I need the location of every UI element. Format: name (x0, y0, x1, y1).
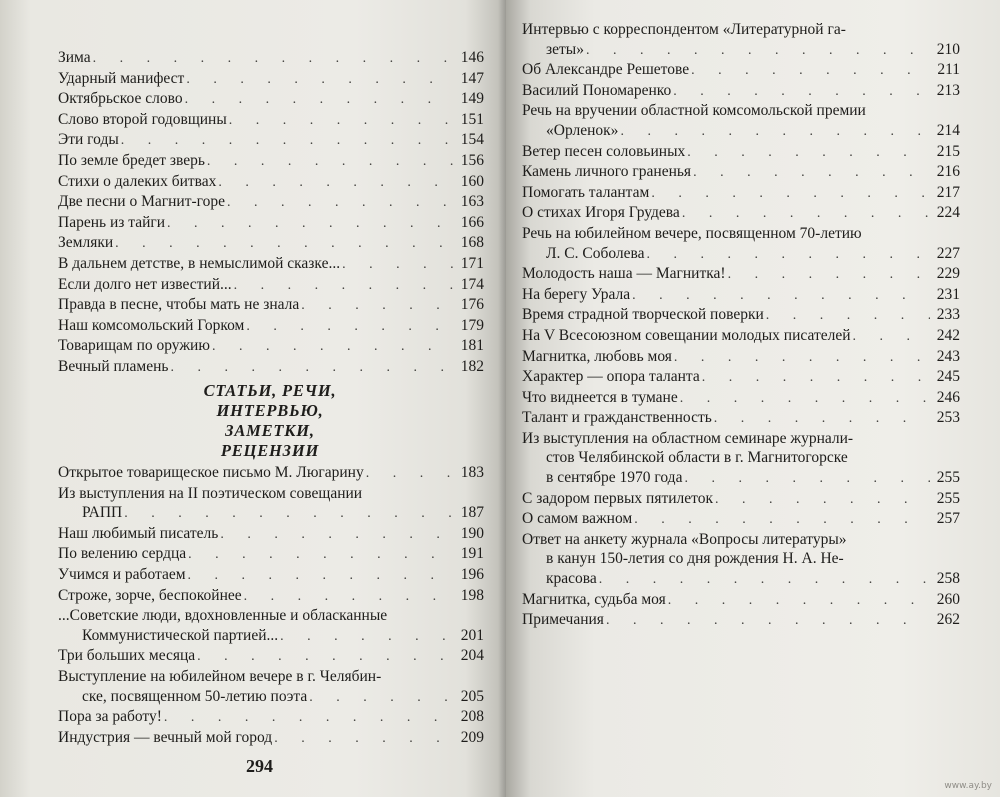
toc-row (58, 130, 484, 151)
toc-leader-dots (234, 276, 454, 296)
toc-page-number: 174 (460, 275, 484, 293)
toc-row (522, 569, 960, 590)
toc-row (58, 687, 484, 708)
toc-leader-dots (218, 173, 454, 193)
toc-entry-title: Что виднеется в тумане (522, 388, 678, 406)
toc-page-number: 227 (936, 244, 960, 262)
toc-entry (58, 275, 484, 296)
toc-entry-title: Три больших месяца (58, 647, 196, 665)
toc-leader-dots (167, 214, 454, 234)
toc-page-number: 209 (460, 728, 484, 746)
toc-entry (58, 192, 484, 213)
toc-entry-title-continued: РАПП (82, 504, 123, 522)
section-heading-line: ИНТЕРВЬЮ, (216, 401, 324, 420)
toc-page-number: 214 (936, 121, 960, 139)
toc-entry (522, 142, 960, 163)
toc-leader-dots (599, 570, 930, 590)
toc-row (58, 336, 484, 357)
toc-entry (58, 295, 484, 316)
toc-row (58, 275, 484, 296)
toc-entry-title-continued: Л. С. Соболева (546, 244, 645, 262)
section-heading-line: РЕЦЕНЗИИ (220, 441, 320, 460)
toc-entry-title: В дальнем детстве, в немыслимой сказке... (58, 254, 341, 272)
toc-row (522, 285, 960, 306)
toc-entry-title: Выступление на юбилейном вечере в г. Челябин- (58, 667, 382, 685)
toc-row (58, 463, 484, 484)
toc-page-number: 163 (460, 193, 484, 211)
toc-entry (522, 326, 960, 347)
toc-leader-dots (606, 611, 930, 631)
toc-leader-dots (220, 525, 454, 545)
toc-page-number: 176 (460, 296, 484, 314)
toc-page-number: 182 (460, 357, 484, 375)
toc-entry-title: Ветер песен соловьиных (522, 142, 686, 160)
toc-row (522, 60, 960, 81)
toc-row (58, 503, 484, 524)
toc-page-number: 255 (936, 469, 960, 487)
toc-leader-dots (693, 163, 930, 183)
toc-row (522, 81, 960, 102)
toc-page-number: 211 (937, 61, 960, 79)
toc-page-number: 166 (460, 213, 484, 231)
toc-leader-dots (680, 389, 930, 409)
toc-entry-title: Из выступления на II поэтическом совещании (58, 484, 363, 502)
toc-leader-dots (185, 90, 454, 110)
toc-page-number: 190 (460, 524, 484, 542)
toc-entry (58, 484, 484, 524)
toc-page-number: 160 (460, 172, 484, 190)
toc-entry-title: Наш комсомольский Горком (58, 316, 245, 334)
toc-entry-title: Эти годы (58, 131, 119, 149)
toc-row (58, 544, 484, 565)
toc-row (58, 728, 484, 749)
toc-page-number: 213 (936, 81, 960, 99)
toc-entry (522, 305, 960, 326)
toc-leader-dots (301, 296, 454, 316)
toc-leader-dots (212, 337, 454, 357)
toc-row (58, 586, 484, 607)
toc-page-number: 149 (460, 90, 484, 108)
toc-entry (522, 489, 960, 510)
watermark: www.ay.by (944, 781, 992, 791)
toc-leader-dots (620, 122, 930, 142)
toc-row (522, 305, 960, 326)
toc-page-number: 258 (936, 570, 960, 588)
toc-entry-title: Время страдной творческой поверки (522, 306, 764, 324)
toc-entry (58, 233, 484, 254)
toc-entry (58, 316, 484, 337)
toc-leader-dots (674, 348, 930, 368)
toc-entry (58, 254, 484, 275)
toc-entry (522, 408, 960, 429)
toc-entry-title: Учимся и работаем (58, 565, 186, 583)
toc-leader-dots (702, 368, 930, 388)
toc-entry (58, 565, 484, 586)
toc-page-number: 196 (460, 565, 484, 583)
toc-page-number: 260 (936, 590, 960, 608)
toc-entry-title: Пора за работу! (58, 708, 162, 726)
toc-entry-title: Ударный манифест (58, 69, 185, 87)
toc-entry-title: ...Советские люди, вдохновленные и обласканные (58, 607, 388, 625)
toc-entry-title-continued: ске, посвященном 50-летию поэта (82, 687, 308, 705)
toc-row (58, 565, 484, 586)
toc-entry (58, 130, 484, 151)
toc-leader-dots (646, 245, 930, 265)
toc-page-number: 191 (460, 545, 484, 563)
toc-row (522, 367, 960, 388)
toc-entry (522, 224, 960, 264)
toc-entry-title: На V Всесоюзном совещании молодых писателей (522, 326, 851, 344)
toc-leader-dots (766, 306, 930, 326)
toc-entry-title: Помогать талантам (522, 183, 650, 201)
right-page (506, 0, 1000, 797)
toc-page-number: 255 (936, 489, 960, 507)
toc-entry (522, 203, 960, 224)
toc-row (522, 162, 960, 183)
toc-leader-dots (632, 286, 930, 306)
section-heading-line: СТАТЬИ, РЕЧИ, (203, 381, 337, 400)
toc-entry (58, 586, 484, 607)
toc-entry-title: Зима (58, 49, 91, 66)
toc-entry-title-continued: красова (546, 570, 597, 588)
toc-page-number: 224 (936, 204, 960, 222)
toc-leader-dots (229, 111, 454, 131)
toc-leader-dots (244, 587, 454, 607)
toc-entry (522, 429, 960, 489)
toc-entry-title: Магнитка, любовь моя (522, 347, 672, 365)
toc-row (58, 172, 484, 193)
toc-entry-title-continued: стов Челябинской области в г. Магнитогорске (546, 449, 848, 467)
page-number: 294 (246, 756, 273, 776)
toc-entry (58, 707, 484, 728)
toc-page-number: 216 (936, 163, 960, 181)
toc-entry (522, 101, 960, 141)
toc-row (522, 509, 960, 530)
toc-leader-dots (207, 152, 454, 172)
toc-entry (58, 544, 484, 565)
toc-entry (58, 151, 484, 172)
toc-entry-title-continued: зеты» (546, 40, 584, 58)
toc-leader-dots (274, 729, 454, 749)
toc-entry-title: Стихи о далеких битвах (58, 172, 217, 190)
toc-leader-dots (634, 510, 930, 530)
toc-page-number: 215 (936, 142, 960, 160)
toc-entry-title: Характер — опора таланта (522, 368, 700, 386)
toc-entry-title: Строже, зорче, беспокойнее (58, 586, 242, 604)
toc-entry-title: Правда в песне, чтобы мать не знала (58, 296, 300, 314)
toc-entry-title: Открытое товарищеское письмо М. Люгарину (58, 464, 364, 481)
toc-entry-title-continued: Коммунистической партией... (82, 626, 279, 644)
toc-page-number: 208 (460, 708, 484, 726)
toc-list-articles-continued (522, 20, 960, 631)
toc-page-number: 187 (460, 504, 484, 522)
toc-entry-title: Из выступления на областном семинаре журнали- (522, 429, 854, 447)
toc-leader-dots (366, 464, 454, 484)
toc-leader-dots (246, 317, 454, 337)
toc-entry-title: Интервью с корреспондентом «Литературной га- (522, 21, 846, 38)
toc-row (522, 388, 960, 409)
toc-entry (58, 667, 484, 707)
toc-row (58, 646, 484, 667)
toc-entry (58, 110, 484, 131)
toc-entry-title: По велению сердца (58, 545, 187, 563)
toc-leader-dots (186, 70, 454, 90)
toc-row (522, 408, 960, 429)
toc-entry (522, 264, 960, 285)
toc-entry-title: Индустрия — вечный мой город (58, 728, 273, 746)
toc-entry-title: Талант и гражданственность (522, 409, 712, 427)
toc-leader-dots (309, 688, 454, 708)
toc-entry (522, 367, 960, 388)
toc-leader-dots (170, 358, 454, 378)
toc-row (522, 121, 960, 142)
toc-leader-dots (853, 327, 930, 347)
toc-leader-dots (668, 591, 930, 611)
toc-row (522, 142, 960, 163)
toc-leader-dots (188, 566, 454, 586)
toc-row (58, 357, 484, 378)
toc-entry (522, 60, 960, 81)
toc-entry (522, 285, 960, 306)
toc-page-number: 147 (460, 69, 484, 87)
toc-page-number: 233 (936, 306, 960, 324)
toc-entry (522, 162, 960, 183)
toc-row (522, 40, 960, 61)
toc-leader-dots (227, 193, 454, 213)
toc-entry (522, 610, 960, 631)
toc-entry (522, 530, 960, 590)
toc-entry-title: Парень из тайги (58, 213, 166, 231)
toc-list-poems (58, 48, 484, 378)
toc-list-articles (58, 463, 484, 748)
toc-row (58, 151, 484, 172)
toc-page-number: 257 (936, 510, 960, 528)
toc-entry-title: Примечания (522, 611, 604, 629)
toc-entry (58, 357, 484, 378)
toc-entry (522, 81, 960, 102)
toc-row (522, 347, 960, 368)
toc-page-number: 146 (460, 49, 484, 66)
toc-page-number: 243 (936, 347, 960, 365)
toc-entry-title: О стихах Игоря Грудева (522, 204, 680, 222)
toc-entry-title: С задором первых пятилеток (522, 489, 713, 507)
toc-leader-dots (280, 627, 454, 647)
toc-page-number: 210 (936, 40, 960, 58)
toc-entry-title: Об Александре Решетове (522, 61, 690, 79)
toc-leader-dots (188, 545, 454, 565)
toc-row (522, 244, 960, 265)
toc-leader-dots (715, 490, 930, 510)
toc-entry-title: Камень личного граненья (522, 163, 692, 181)
toc-entry-title: По земле бредет зверь (58, 151, 205, 169)
toc-leader-dots (728, 265, 930, 285)
toc-entry (58, 48, 484, 69)
toc-page-number: 168 (460, 234, 484, 252)
toc-entry-title: Ответ на анкету журнала «Вопросы литературы» (522, 530, 847, 548)
toc-entry-title-continued: в канун 150-летия со дня рождения Н. А. Не- (546, 550, 844, 568)
toc-leader-dots (115, 234, 454, 254)
toc-entry-title: На берегу Урала (522, 285, 631, 303)
toc-page-number: 171 (460, 254, 484, 272)
toc-entry (522, 590, 960, 611)
toc-row (522, 590, 960, 611)
toc-row (522, 489, 960, 510)
toc-leader-dots (121, 131, 454, 151)
toc-page-number: 217 (936, 183, 960, 201)
toc-entry-title: Речь на юбилейном вечере, посвященном 70-летию (522, 224, 862, 242)
toc-page-number: 231 (936, 285, 960, 303)
toc-entry-title-continued: в сентябре 1970 года (546, 469, 683, 487)
toc-page-number: 245 (936, 368, 960, 386)
section-heading-line: ЗАМЕТКИ, (225, 421, 315, 440)
toc-page-number: 205 (460, 687, 484, 705)
toc-entry (58, 89, 484, 110)
toc-row (522, 468, 960, 489)
toc-row (58, 233, 484, 254)
toc-entry (58, 646, 484, 667)
toc-leader-dots (586, 41, 930, 61)
toc-row (58, 316, 484, 337)
toc-entry (522, 183, 960, 204)
toc-leader-dots (691, 61, 930, 81)
toc-entry (58, 606, 484, 646)
toc-entry-title: Магнитка, судьба моя (522, 590, 666, 608)
toc-entry-title: Вечный пламень (58, 357, 169, 375)
toc-leader-dots (164, 708, 454, 728)
toc-row (58, 89, 484, 110)
toc-row (58, 213, 484, 234)
toc-page-number: 151 (460, 110, 484, 128)
section-heading (170, 381, 370, 461)
toc-page-number: 262 (936, 611, 960, 629)
toc-entry (522, 509, 960, 530)
toc-entry (58, 336, 484, 357)
toc-entry (58, 524, 484, 545)
toc-leader-dots (93, 49, 454, 69)
toc-page-number: 242 (936, 326, 960, 344)
toc-leader-dots (342, 255, 454, 275)
toc-entry-title: Товарищам по оружию (58, 337, 210, 355)
toc-entry-title: Если долго нет известий... (58, 275, 232, 293)
toc-entry (58, 463, 484, 484)
toc-entry (58, 728, 484, 749)
toc-row (58, 524, 484, 545)
toc-entry (522, 388, 960, 409)
toc-entry-title: Октябрьское слово (58, 90, 183, 108)
toc-entry (58, 69, 484, 90)
toc-row (522, 203, 960, 224)
toc-page-number: 229 (936, 265, 960, 283)
toc-page-number: 198 (460, 586, 484, 604)
toc-page-number: 246 (936, 388, 960, 406)
toc-row (522, 326, 960, 347)
toc-row (58, 48, 484, 69)
toc-row (522, 264, 960, 285)
toc-entry-title: Две песни о Магнит-горе (58, 193, 225, 211)
toc-row (58, 192, 484, 213)
toc-leader-dots (684, 469, 930, 489)
toc-entry-title: О самом важном (522, 510, 633, 528)
toc-entry-title: Речь на вручении областной комсомольской премии (522, 102, 866, 120)
toc-leader-dots (197, 647, 454, 667)
toc-leader-dots (673, 82, 930, 102)
toc-entry-title: Наш любимый писатель (58, 524, 219, 542)
toc-row (58, 69, 484, 90)
toc-row (58, 254, 484, 275)
toc-page-number: 204 (460, 647, 484, 665)
toc-page-number: 181 (460, 337, 484, 355)
toc-row (58, 110, 484, 131)
toc-row (522, 610, 960, 631)
toc-page-number: 183 (460, 464, 484, 481)
toc-row (58, 626, 484, 647)
toc-leader-dots (687, 143, 930, 163)
toc-leader-dots (714, 409, 930, 429)
toc-entry (58, 172, 484, 193)
toc-page-number: 179 (460, 316, 484, 334)
toc-page-number: 154 (460, 131, 484, 149)
toc-entry-title: Василий Пономаренко (522, 81, 672, 99)
toc-leader-dots (651, 184, 930, 204)
toc-row (58, 295, 484, 316)
toc-page-number: 253 (936, 409, 960, 427)
toc-entry-title: Земляки (58, 234, 114, 252)
toc-entry (522, 347, 960, 368)
toc-row (58, 707, 484, 728)
toc-entry-title-continued: «Орленок» (546, 121, 619, 139)
toc-row (522, 183, 960, 204)
toc-page-number: 201 (460, 626, 484, 644)
toc-entry (58, 213, 484, 234)
toc-entry-title: Слово второй годовщины (58, 110, 227, 128)
toc-entry (522, 20, 960, 60)
toc-page-number: 156 (460, 151, 484, 169)
toc-entry-title: Молодость наша — Магнитка! (522, 265, 726, 283)
toc-leader-dots (682, 204, 930, 224)
toc-leader-dots (124, 504, 454, 524)
